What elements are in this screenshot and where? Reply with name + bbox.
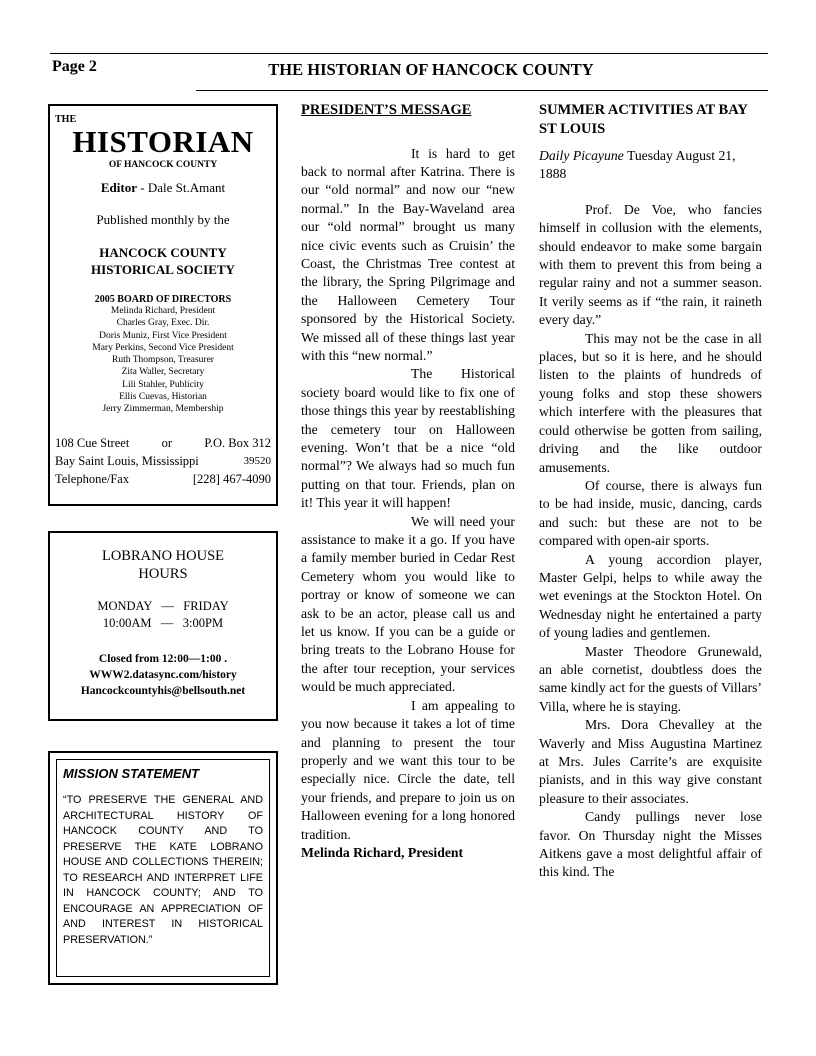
publication-info-box [48, 104, 278, 506]
president-signature: Melinda Richard, President [301, 844, 464, 860]
address-city: Bay Saint Louis, Mississippi [55, 453, 199, 468]
mission-inner [56, 759, 270, 977]
hours-title-line-2: HOURS [138, 566, 188, 582]
editor-name: - Dale St.Amant [137, 180, 226, 195]
board-member: Melinda Richard, President [110, 306, 216, 316]
article-date: Tuesday August 21, 1888 [539, 148, 736, 182]
page-number: Page 2 [52, 58, 97, 75]
society-line-2: HISTORICAL SOCIETY [91, 262, 235, 277]
article-dateline [539, 147, 762, 184]
open-days: MONDAY — FRIDAY [97, 599, 229, 613]
publication-subtitle: OF HANCOCK COUNTY [108, 160, 218, 170]
summer-article-column [539, 101, 762, 882]
mission-box [48, 751, 278, 985]
article-paragraph: A young accordion player, Master Gelpi, helps to while away the wet evenings at the Stockton Hotel. On Wednesday night he entertained a party of young ladies and gentlemen. [539, 551, 762, 641]
president-message-heading: PRESIDENT’S MESSAGE [301, 102, 472, 118]
president-paragraph: I am appealing to you now because it takes a lot of time and planning to present the tour properly and we want this tour to be especially nice. Circle the date, tell your friends, and prepare to join us on Halloween evening for a long honored tradition. [301, 697, 515, 842]
board-heading: 2005 BOARD OF DIRECTORS [94, 294, 232, 305]
article-paragraph: Master Theodore Grunewald, an able cornetist, doubtless does the same kindly act for the guests of Villars’ Villa, where he is staying. [539, 643, 762, 714]
hours-box [48, 531, 278, 721]
publication-title: HISTORIAN [72, 124, 254, 159]
board-member: Lili Stahler, Publicity [122, 379, 204, 390]
address-city-row [55, 452, 271, 470]
hours-title-line-1: LOBRANO HOUSE [101, 548, 225, 564]
masthead: THE HISTORIAN OF HANCOCK COUNTY [268, 60, 594, 79]
president-message-column [301, 101, 515, 862]
article-paragraph: Of course, there is always fun to be had inside, music, dancing, cards and such: but these are not to be compared with open-air sports. [539, 477, 762, 549]
top-rule [50, 53, 768, 54]
president-paragraph: The Historical society board would like to fix one of those things this year by reestablishing the cemetery tour on Halloween evening. Won’t that be a nice “old normal”? We always had so much fun putting on that tour. Friends, plan on it! This year it will happen! [301, 366, 515, 511]
board-member: Doris Muniz, First Vice President [99, 330, 227, 341]
board-member: Mary Perkins, Second Vice President [92, 342, 234, 353]
board-member: Charles Gray, Exec. Dir. [116, 318, 210, 329]
society-name [55, 244, 271, 278]
article-source: Daily Picayune [539, 148, 624, 163]
address-zip: 39520 [243, 454, 271, 467]
board-member: Ruth Thompson, Treasurer [112, 355, 214, 366]
masthead-rule [196, 90, 768, 91]
article-paragraph: Mrs. Dora Chevalley at the Waverly and Miss Augustina Martinez at Mrs. Jules Carrite’s are exquisite pianists, and in this way give constant pleasure to their associates. [539, 717, 762, 806]
society-line-1: HANCOCK COUNTY [99, 245, 227, 260]
article-paragraph: This may not be the case in all places, but so it is here, and he should listen to the plaints of hundreds of young folks and stop these showers which interfere with the pleasures that could otherwise be gotten from sailing, driving and the like outdoor amusements. [539, 330, 762, 475]
published-line: Published monthly by the [96, 212, 230, 227]
email-link[interactable]: Hancockcountyhis@bellsouth.net [80, 685, 246, 697]
article-paragraph: Prof. De Voe, who fancies himself in collusion with the elements, should endeavor to make some bargain with them to prevent this from being a regular rainy and not a summer season. It verily seems as if “the rain, it raineth every day.” [539, 201, 762, 328]
president-paragraph: We will need your assistance to make it a go. If you have a family member buried in Cedar Rest Cemetery whom you would like to portray or know of someone we can ask to be an actor, please call us and let us know. If you can be a guide or bring treats to the Lobrano House for the after tour reception, your services would be much appreciated. [301, 513, 515, 695]
spacer [539, 184, 762, 201]
address-street: 108 Cue Street [55, 435, 130, 450]
address-block [55, 434, 271, 488]
address-or: or [161, 435, 173, 450]
address-po-box: P.O. Box 312 [204, 435, 271, 450]
open-hours: 10:00AM — 3:00PM [102, 616, 224, 630]
title-prefix: THE [55, 114, 77, 125]
summer-article-heading: SUMMER ACTIVITIES AT BAY ST LOUIS [539, 102, 748, 137]
board-members [55, 305, 271, 416]
address-street-row [55, 434, 271, 452]
editor-label: Editor [100, 180, 138, 195]
board-member: Jerry Zimmerman, Membership [102, 404, 224, 415]
phone-label: Telephone/Fax [55, 471, 130, 486]
hours-title [56, 547, 270, 583]
article-paragraph: Candy pullings never lose favor. On Thursday night the Misses Aitkens gave a most delightful affair of this kind. The [539, 809, 762, 880]
closed-hours: Closed from 12:00—1:00 . [98, 653, 228, 665]
hours-details [56, 651, 270, 699]
board-member: Zita Waller, Secretary [121, 367, 205, 378]
mission-title: MISSION STATEMENT [63, 766, 200, 781]
phone-number: [228] 467-4090 [192, 471, 271, 486]
editor-line [55, 180, 271, 196]
president-paragraph: It is hard to get back to normal after Katrina. There is our “old normal” and now our “new normal.” In the Bay-Waveland area our “old normal” brought us many nice civic events such as Cruisin’ the Coast, the Christmas Tree contest at the library, the Spring Pilgrimage and the Halloween Cemetery Tour sponsored by the Historical Society. We missed all of these things last year with this “new normal.” [301, 145, 515, 363]
website-link[interactable]: WWW2.datasync.com/history [89, 669, 237, 681]
board-member: Ellis Cuevas, Historian [119, 392, 207, 403]
phone-row [55, 470, 271, 488]
mission-text: “TO PRESERVE THE GENERAL AND ARCHITECTURAL HISTORY OF HANCOCK COUNTY AND TO PRESERVE THE KATE LOBRANO HOUSE AND COLLECTIONS THEREIN; TO RESEARCH AND INTERPRET LIFE IN HANCOCK COUNTY; AND TO ENCOURAGE AN APPRECIATION OF AND INTEREST IN HISTORICAL PRESERVATION.” [63, 794, 263, 946]
